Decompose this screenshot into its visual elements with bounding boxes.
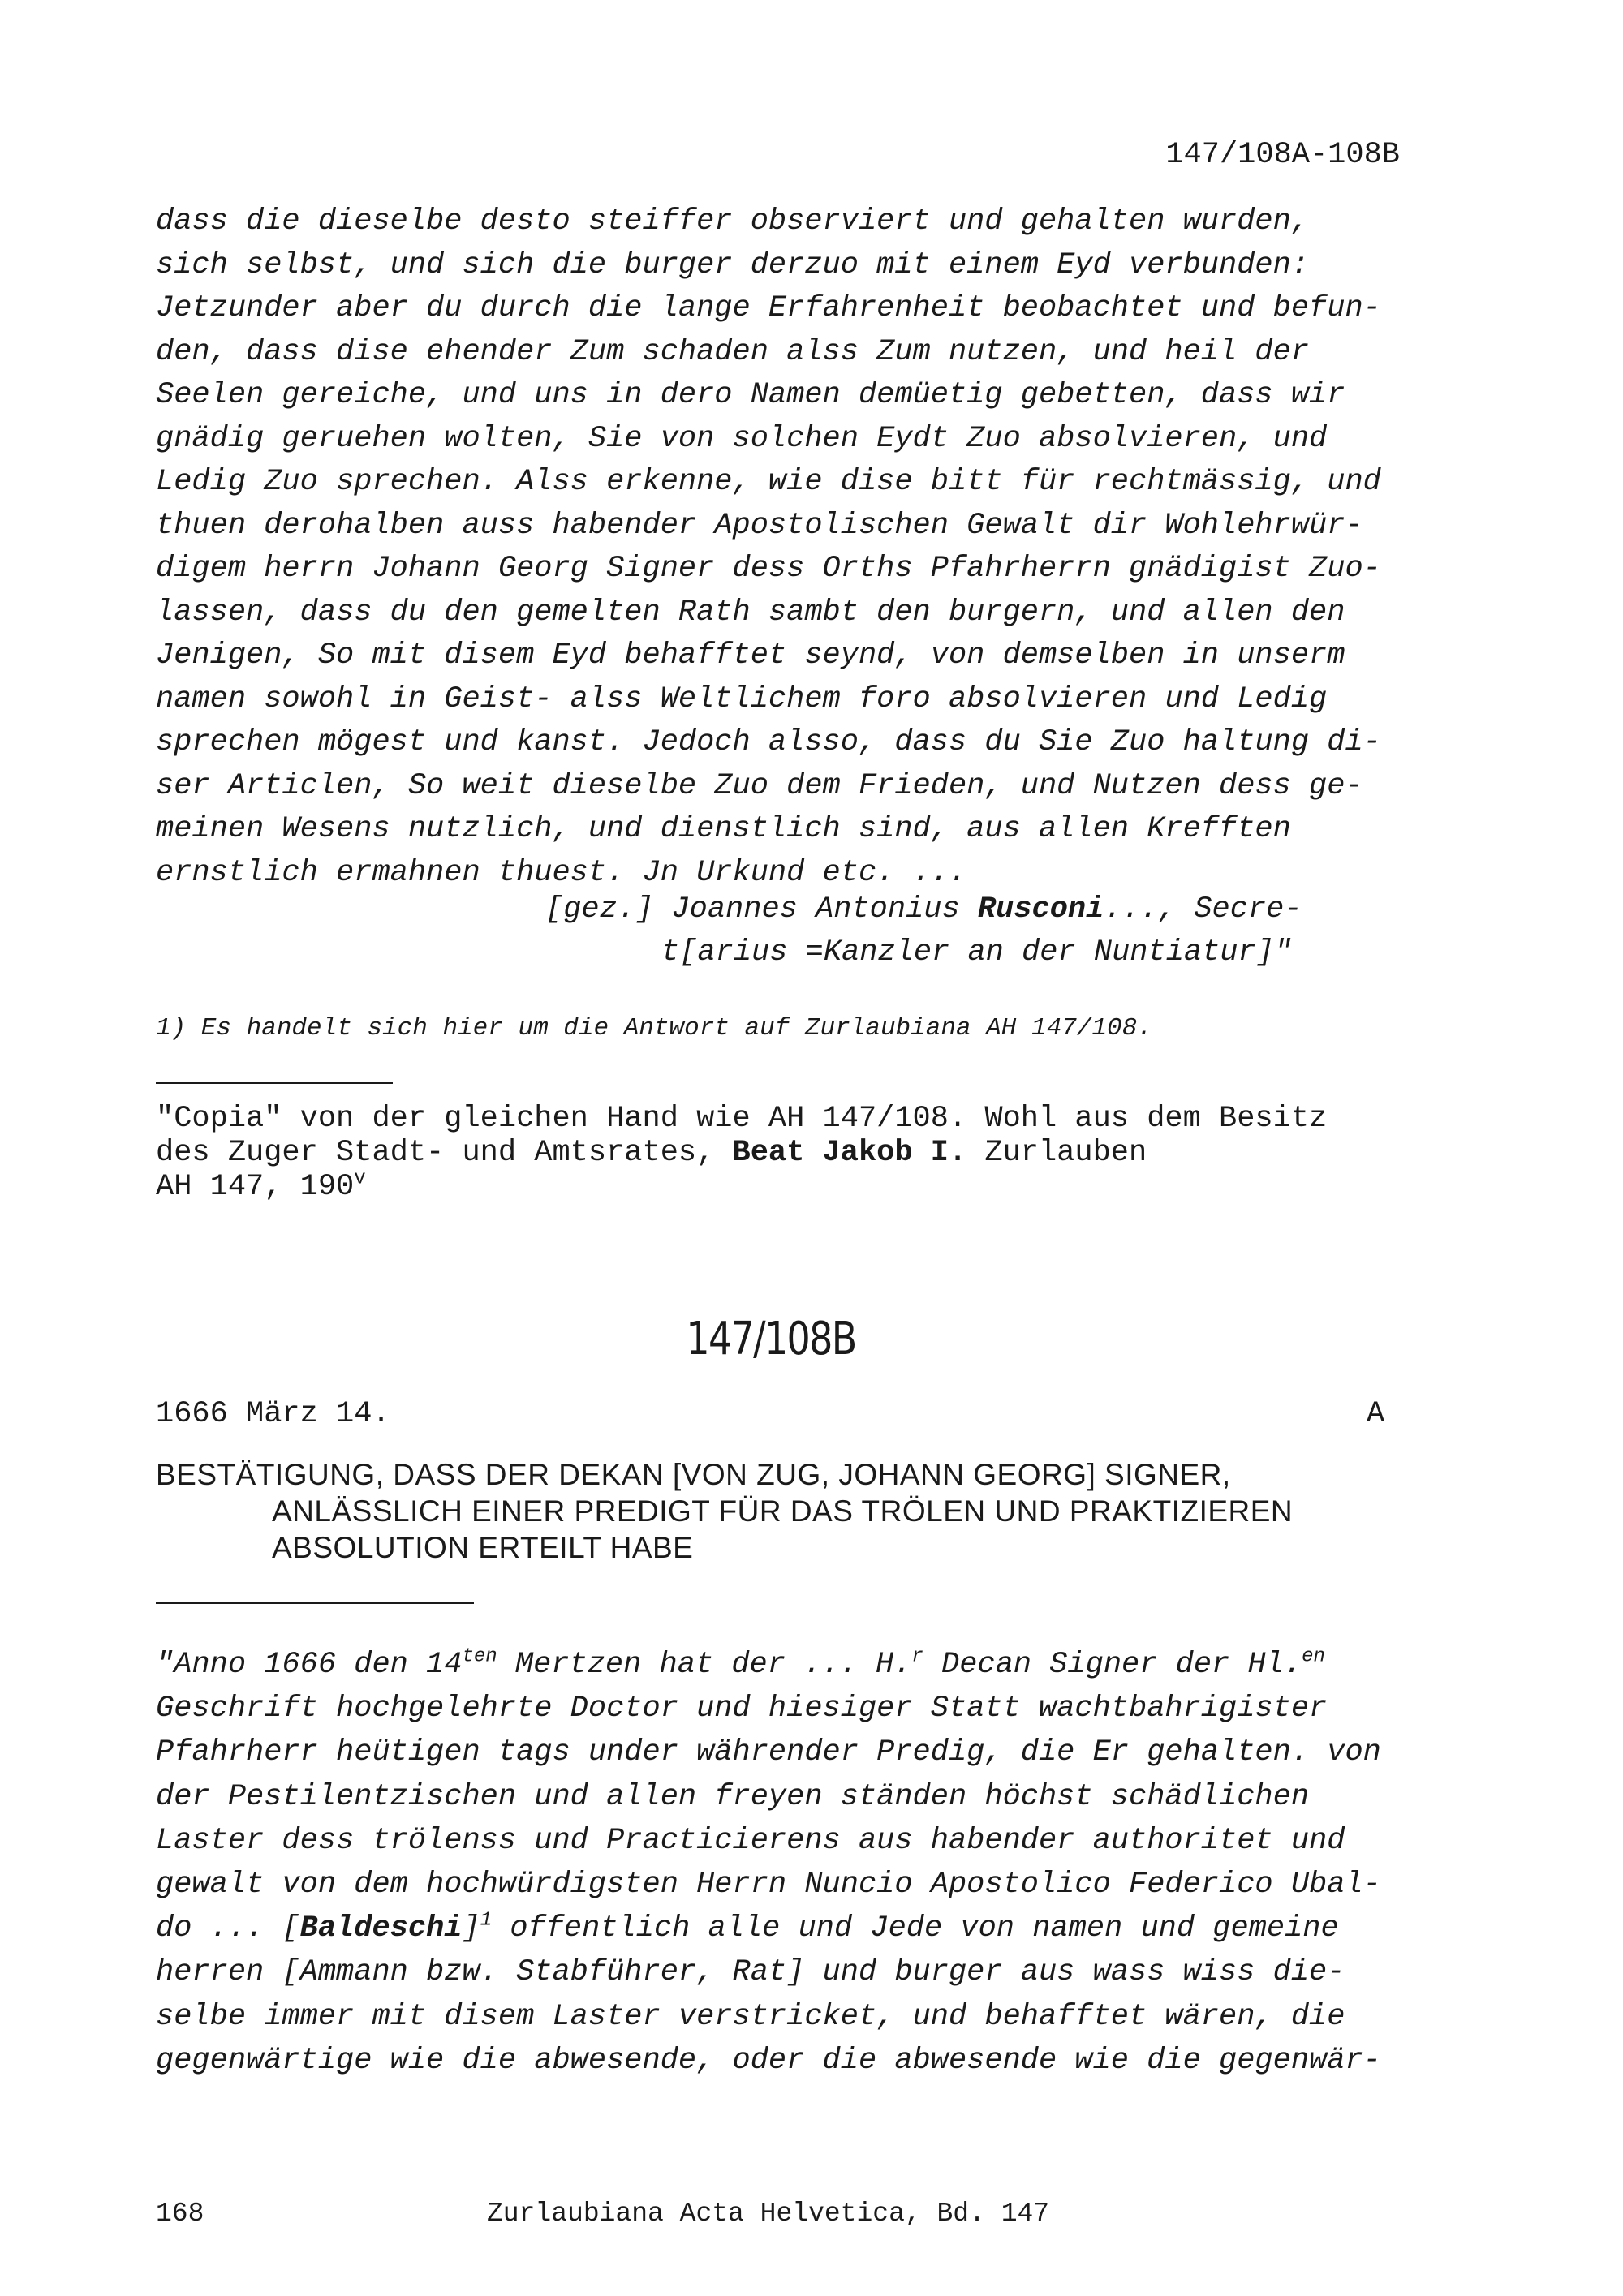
text-line: selbe immer mit disem Laster verstricket, und behafftet wären, die — [156, 1999, 1345, 2034]
source-note — [156, 1102, 1327, 1204]
text-fragment: do ... [ — [156, 1911, 300, 1946]
text-line: thuen derohalben auss habender Apostolischen Gewalt dir Wohlehrwür- — [156, 508, 1363, 543]
text-fragment: Decan Signer der Hl. — [923, 1648, 1302, 1682]
superscript: ten — [462, 1645, 497, 1668]
text-fragment: Mertzen hat der ... H. — [497, 1648, 912, 1682]
text-line: Pfahrherr heütigen tags under währender Predig, die Er gehalten. von — [156, 1735, 1381, 1770]
record-text — [156, 1643, 1381, 2083]
title-line: ABSOLUTION ERTEILT HABE — [272, 1531, 694, 1564]
page-number: 168 — [156, 2199, 204, 2229]
document-number: 147/108B — [686, 1313, 856, 1365]
text-fragment: "Anno 1666 den 14 — [156, 1648, 463, 1682]
text-line: namen sowohl in Geist- alss Weltlichem foro absolvieren und Ledig — [156, 681, 1328, 716]
signer-name: Rusconi — [977, 892, 1104, 927]
signature-line-2: t[arius =Kanzler an der Nuntiatur]" — [661, 935, 1293, 970]
text-line: dass die dieselbe desto steiffer observiert und gehalten wurden, — [156, 204, 1310, 239]
text-line: gnädig geruehen wolten, Sie von solchen Eydt Zuo absolvieren, und — [156, 421, 1328, 456]
signature-prefix: [gez.] Joannes Antonius — [545, 892, 978, 927]
text-line: sprechen mögest und kanst. Jedoch alsso, dass du Sie Zuo haltung di- — [156, 725, 1381, 759]
source-line — [156, 1167, 1327, 1204]
text-line — [156, 1643, 1381, 1687]
document-category: A — [1367, 1397, 1385, 1431]
text-line: Ledig Zuo sprechen. Alss erkenne, wie dise bitt für rechtmässig, und — [156, 465, 1381, 499]
source-text: des Zuger Stadt- und Amtsrates, — [156, 1136, 733, 1170]
page-reference: 147/108A-108B — [1165, 138, 1400, 172]
title-divider — [156, 1602, 474, 1604]
text-line: Jetzunder aber du durch die lange Erfahrenheit beobachtet und befun- — [156, 291, 1381, 325]
title-line: ANLÄSSLICH EINER PREDIGT FÜR DAS TRÖLEN UND PRAKTIZIEREN — [272, 1494, 1294, 1528]
source-line: "Copia" von der gleichen Hand wie AH 147/108. Wohl aus dem Besitz — [156, 1102, 1328, 1136]
superscript: r — [911, 1645, 923, 1668]
text-line: meinen Wesens nutzlich, und dienstlich sind, aus allen Krefften — [156, 812, 1291, 846]
archive-reference: AH 147, 190 — [156, 1170, 355, 1204]
title-line: BESTÄTIGUNG, DASS DER DEKAN [VON ZUG, JOHANN GEORG] SIGNER, — [156, 1458, 1231, 1491]
person-name: Beat Jakob I. — [732, 1136, 967, 1170]
superscript: en — [1302, 1645, 1325, 1668]
text-line — [156, 1907, 1381, 1950]
text-line: herren [Ammann bzw. Stabführer, Rat] und burger aus wass wiss die- — [156, 1955, 1345, 1990]
text-line: Geschrift hochgelehrte Doctor und hiesiger Statt wachtbahrigister — [156, 1692, 1328, 1726]
signature-line — [545, 892, 1302, 927]
footnote: 1) Es handelt sich hier um die Antwort auf Zurlaubiana AH 147/108. — [156, 1014, 1152, 1043]
footnote-mark: 1 — [480, 1909, 493, 1932]
text-line: den, dass dise ehender Zum schaden alss Zum nutzen, und heil der — [156, 334, 1310, 369]
text-line: sich selbst, und sich die burger derzuo mit einem Eyd verbunden: — [156, 247, 1310, 282]
running-title: Zurlaubiana Acta Helvetica, Bd. 147 — [487, 2199, 1050, 2229]
text-line: ser Articlen, So weit dieselbe Zuo dem Frieden, und Nutzen dess ge- — [156, 768, 1363, 803]
verso-mark: v — [354, 1167, 366, 1190]
text-line: der Pestilentzischen und allen freyen ständen höchst schädlichen — [156, 1779, 1310, 1814]
text-line: lassen, dass du den gemelten Rath sambt den burgern, und allen den — [156, 595, 1345, 630]
document-title — [156, 1456, 1293, 1566]
text-fragment: ] — [462, 1911, 480, 1946]
text-line: Laster dess trölenss und Practicierens aus habender authoritet und — [156, 1823, 1345, 1858]
footnote-divider — [156, 1082, 393, 1084]
signature-suffix: ..., Secre- — [1104, 892, 1302, 927]
text-line: gegenwärtige wie die abwesende, oder die abwesende wie die gegenwär- — [156, 2043, 1381, 2078]
text-fragment: offentlich alle und Jede von namen und gemeine — [492, 1911, 1339, 1946]
text-line: digem herrn Johann Georg Signer dess Orths Pfahrherrn gnädigist Zuo- — [156, 552, 1381, 586]
text-line: Seelen gereiche, und uns in dero Namen demüetig gebetten, dass wir — [156, 378, 1345, 412]
person-name: Baldeschi — [299, 1911, 463, 1946]
text-line: gewalt von dem hochwürdigsten Herrn Nuncio Apostolico Federico Ubal- — [156, 1868, 1381, 1903]
document-date: 1666 März 14. — [156, 1397, 390, 1431]
letter-text — [156, 200, 1381, 895]
source-text: Zurlauben — [966, 1136, 1147, 1170]
text-line: ernstlich ermahnen thuest. Jn Urkund etc. ... — [156, 855, 967, 890]
source-line — [156, 1136, 1327, 1170]
text-line: Jenigen, So mit disem Eyd behafftet seynd, von demselben in unserm — [156, 638, 1345, 673]
